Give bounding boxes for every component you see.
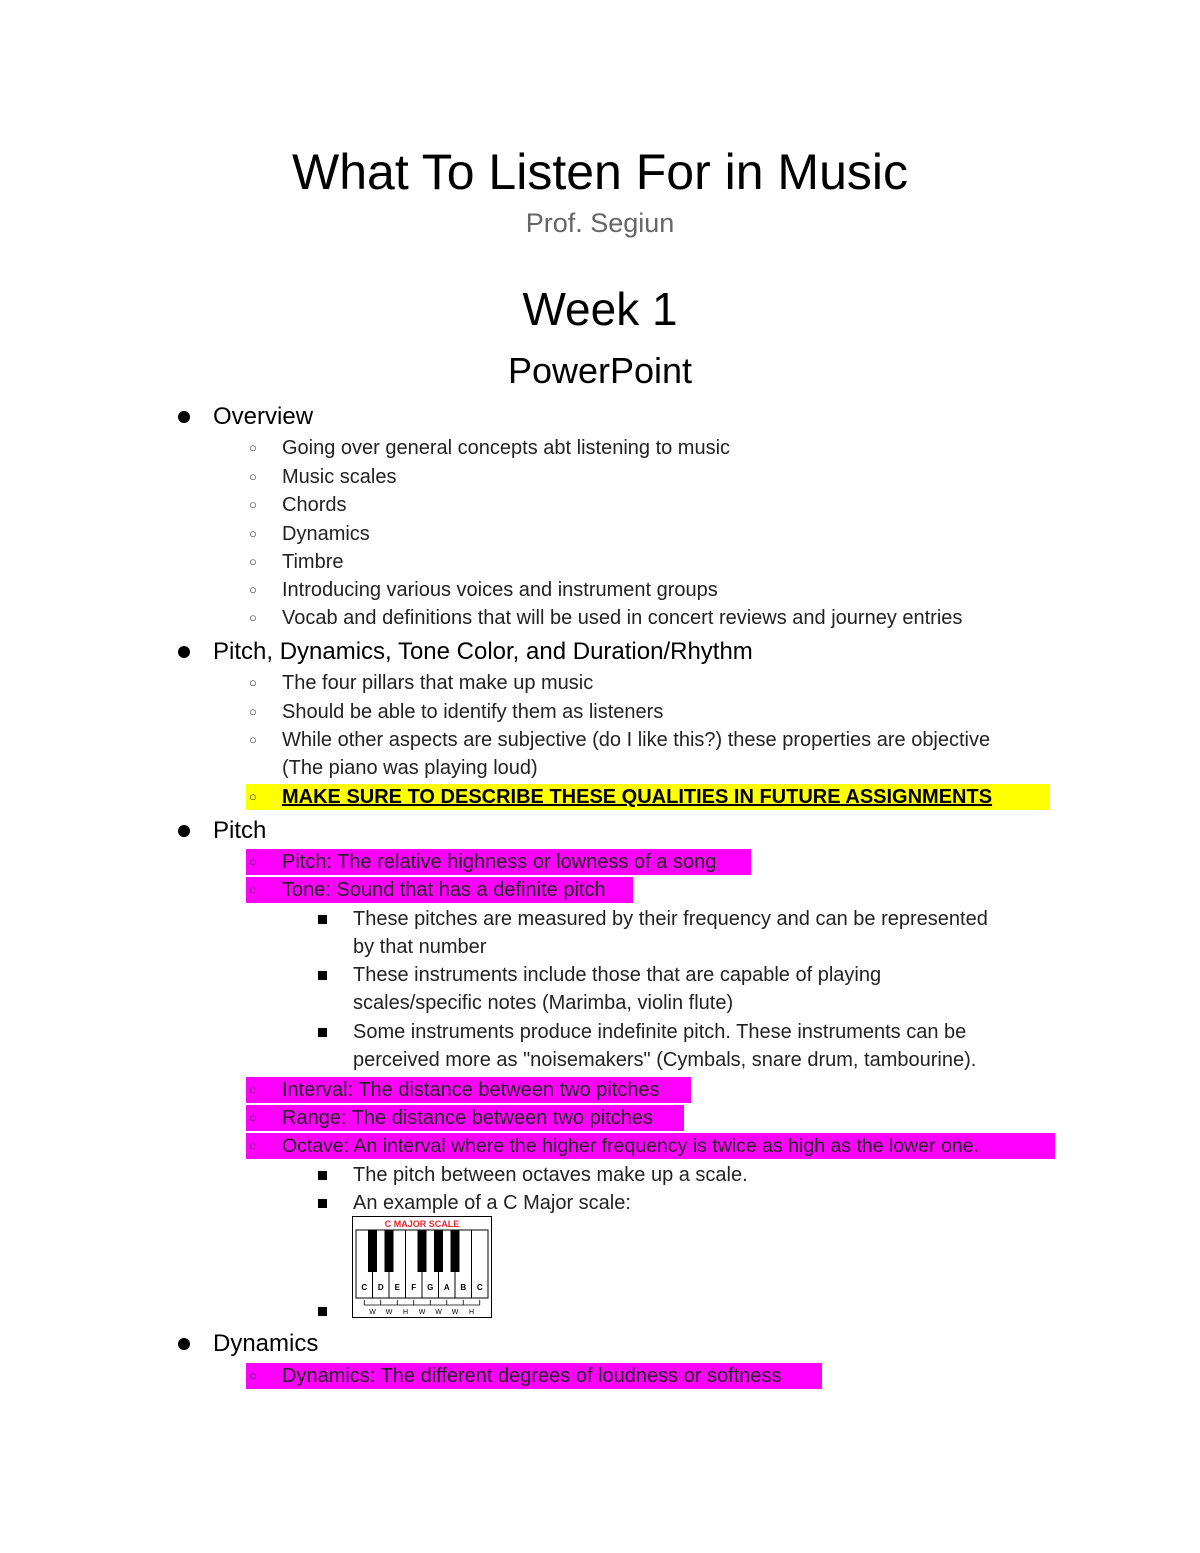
emphasis-note: MAKE SURE TO DESCRIBE THESE QUALITIES IN FUTURE ASSIGNMENTS xyxy=(282,786,993,808)
bullet-dot-icon xyxy=(178,1338,190,1350)
c-major-scale-piano-image xyxy=(352,1216,492,1318)
bullet-circle-icon: ○ xyxy=(249,526,257,541)
definition-dynamics: Dynamics: The different degrees of loudness or softness xyxy=(282,1365,782,1387)
bullet-circle-icon: ○ xyxy=(249,469,257,484)
definition-octave: Octave: An interval where the higher frequency is twice as high as the lower one. xyxy=(282,1135,979,1157)
list-item: These pitches are measured by their frequency and can be represented xyxy=(353,908,988,930)
list-item: Going over general concepts abt listening to music xyxy=(282,437,731,459)
bullet-circle-icon: ○ xyxy=(249,440,257,455)
bullet-circle-icon: ○ xyxy=(249,732,257,747)
list-item: The pitch between octaves make up a scale. xyxy=(353,1164,748,1186)
step-label: W xyxy=(451,1309,459,1316)
list-item: Timbre xyxy=(282,551,344,573)
bullet-circle-icon: ○ xyxy=(249,1110,257,1125)
bullet-square-icon xyxy=(318,971,327,980)
pillars-heading: Pitch, Dynamics, Tone Color, and Duration/Rhythm xyxy=(213,638,753,665)
black-key xyxy=(451,1230,460,1272)
bullet-circle-icon: ○ xyxy=(249,789,257,804)
bullet-square-icon xyxy=(318,1028,327,1037)
list-item-continuation: scales/specific notes (Marimba, violin flute) xyxy=(353,992,734,1014)
note-label: D xyxy=(377,1283,384,1292)
bullet-square-icon xyxy=(318,1199,327,1208)
black-key xyxy=(434,1230,443,1272)
black-key xyxy=(368,1230,377,1272)
black-key xyxy=(418,1230,427,1272)
list-item: Introducing various voices and instrument groups xyxy=(282,579,718,601)
list-item: Vocab and definitions that will be used in concert reviews and journey entries xyxy=(282,607,963,629)
doc-subtitle: Prof. Segiun xyxy=(525,208,675,238)
step-label: W xyxy=(385,1309,393,1316)
definition-pitch: Pitch: The relative highness or lowness of a song xyxy=(282,851,717,873)
step-label: W xyxy=(369,1309,376,1316)
step-label: W xyxy=(435,1309,442,1316)
note-label: A xyxy=(443,1283,450,1292)
bullet-circle-icon: ○ xyxy=(249,497,257,512)
note-label: F xyxy=(411,1283,417,1292)
definition-interval: Interval: The distance between two pitches xyxy=(282,1079,660,1101)
step-label: W xyxy=(418,1309,426,1316)
bullet-dot-icon xyxy=(178,825,190,837)
bullet-circle-icon: ○ xyxy=(249,1368,257,1383)
list-item-continuation: by that number xyxy=(353,936,487,958)
bullet-circle-icon: ○ xyxy=(249,1082,257,1097)
bullet-square-icon xyxy=(318,1171,327,1180)
pitch-heading: Pitch xyxy=(213,817,267,844)
overview-heading: Overview xyxy=(213,403,314,430)
note-label: E xyxy=(394,1283,400,1292)
step-labels xyxy=(369,1309,474,1316)
black-key xyxy=(385,1230,394,1272)
list-item: Chords xyxy=(282,494,347,516)
bullet-circle-icon: ○ xyxy=(249,704,257,719)
list-item: These instruments include those that are capable of playing xyxy=(353,964,882,986)
doc-title: What To Listen For in Music xyxy=(292,144,908,200)
note-label: G xyxy=(427,1283,434,1292)
bullet-dot-icon xyxy=(178,646,190,658)
note-label: C xyxy=(476,1283,483,1292)
section-heading: PowerPoint xyxy=(507,350,693,391)
definition-tone: Tone: Sound that has a definite pitch xyxy=(282,879,606,901)
list-item-continuation: perceived more as "noisemakers" (Cymbals, snare drum, tambourine). xyxy=(353,1049,977,1071)
note-label: C xyxy=(361,1283,368,1292)
note-label: B xyxy=(460,1283,467,1292)
piano-label: C MAJOR SCALE xyxy=(384,1219,460,1229)
week-heading: Week 1 xyxy=(522,283,678,335)
dynamics-heading: Dynamics xyxy=(213,1330,319,1357)
bullet-circle-icon: ○ xyxy=(249,610,257,625)
bullet-circle-icon: ○ xyxy=(249,554,257,569)
bullet-circle-icon: ○ xyxy=(249,854,257,869)
bullet-dot-icon xyxy=(178,411,190,423)
list-item: Dynamics xyxy=(282,523,370,545)
definition-range: Range: The distance between two pitches xyxy=(282,1107,653,1129)
list-item: While other aspects are subjective (do I like this?) these properties are objective xyxy=(282,729,991,751)
bullet-circle-icon: ○ xyxy=(249,882,257,897)
list-item: An example of a C Major scale: xyxy=(353,1192,631,1214)
list-item: Some instruments produce indefinite pitch. These instruments can be xyxy=(353,1021,967,1043)
list-item: The four pillars that make up music xyxy=(282,672,594,694)
bullet-square-icon xyxy=(318,1307,327,1316)
bullet-circle-icon: ○ xyxy=(249,1138,257,1153)
step-label: H xyxy=(468,1309,475,1316)
bullet-circle-icon: ○ xyxy=(249,675,257,690)
list-item: Music scales xyxy=(282,466,397,488)
bullet-square-icon xyxy=(318,915,327,924)
step-label: H xyxy=(402,1309,409,1316)
bullet-circle-icon: ○ xyxy=(249,582,257,597)
list-item: Should be able to identify them as listeners xyxy=(282,701,664,723)
list-item-continuation: (The piano was playing loud) xyxy=(282,757,538,779)
